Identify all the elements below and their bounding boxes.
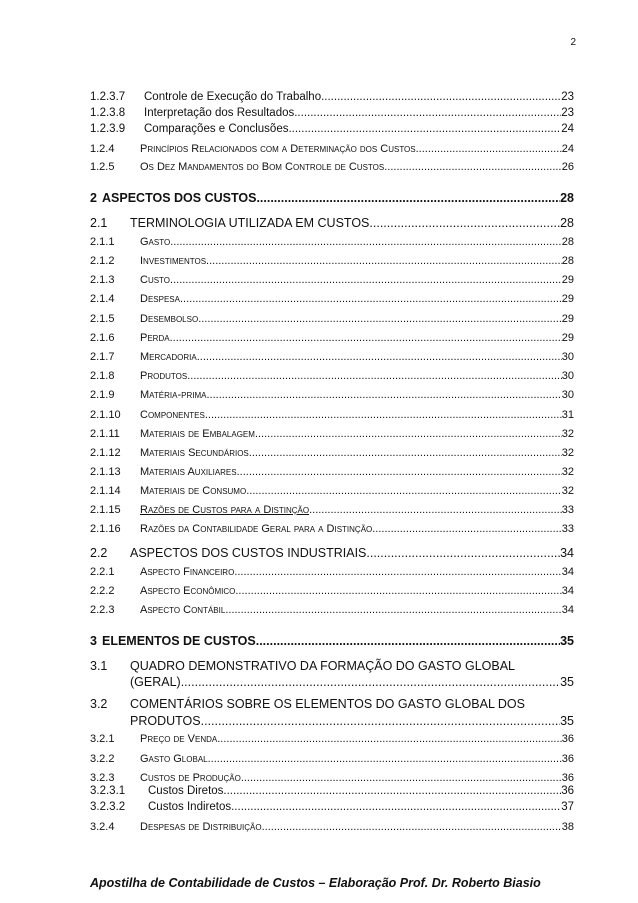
toc-entry[interactable] <box>90 237 574 248</box>
toc-entry-title: Comparações e Conclusões <box>144 122 289 135</box>
toc-leader-dots <box>170 237 562 248</box>
toc-entry-page: 37 <box>561 800 574 813</box>
toc-entry[interactable] <box>90 144 574 155</box>
toc-leader-dots <box>235 586 561 597</box>
toc-entry-title: Princípios Relacionados com a Determinação dos Custos <box>140 143 416 155</box>
toc-entry[interactable] <box>90 352 574 363</box>
toc-entry-number: 3.2.3.1 <box>90 784 126 797</box>
page-footer: Apostilha de Contabilidade de Custos – Elaboração Prof. Dr. Roberto Biasio <box>90 876 541 890</box>
toc-entry-title: Interpretação dos Resultados <box>144 106 295 119</box>
toc-entry-number: 2 <box>90 190 97 205</box>
toc-entry-number: 2.2.3 <box>90 604 115 616</box>
toc-entry[interactable] <box>90 660 574 673</box>
toc-entry-title: Matéria-prima <box>140 389 207 401</box>
toc-entry-title: Gasto <box>140 236 171 248</box>
toc-entry-page: 38 <box>561 821 574 833</box>
toc-entry-title: ELEMENTOS DE CUSTOS <box>102 633 256 648</box>
toc-entry-number: 2.1.13 <box>90 466 121 478</box>
toc-leader-dots <box>321 92 561 104</box>
toc-entry-page: 26 <box>561 161 574 173</box>
toc-entry-title: Aspecto Econômico <box>140 585 236 597</box>
toc-leader-dots <box>208 754 562 765</box>
toc-entry-title: Materiais Auxiliares <box>140 466 237 478</box>
toc-entry-number: 2.1.7 <box>90 351 115 363</box>
toc-entry-number: 2.1.12 <box>90 447 121 459</box>
toc-leader-dots <box>223 786 561 798</box>
toc-entry-number: 3.2.1 <box>90 733 115 745</box>
toc-entry-page: 23 <box>561 106 574 119</box>
toc-leader-dots <box>180 294 562 305</box>
toc-leader-dots <box>217 734 562 745</box>
toc-entry-number: 2.1.3 <box>90 274 115 286</box>
toc-leader-dots <box>231 802 561 814</box>
toc-entry[interactable] <box>90 802 574 814</box>
toc-entry-page: 35 <box>560 713 574 728</box>
toc-entry[interactable] <box>90 314 574 325</box>
toc-entry-page: 23 <box>561 90 574 103</box>
toc-entry[interactable] <box>90 467 574 478</box>
toc-entry-number: 2.1.14 <box>90 485 121 497</box>
toc-entry-title: Aspecto Financeiro <box>140 566 235 578</box>
toc-entry[interactable] <box>90 256 574 267</box>
toc-entry-page: 28 <box>561 255 574 267</box>
toc-entry[interactable] <box>90 217 574 230</box>
toc-entry[interactable] <box>90 715 574 728</box>
toc-entry-page: 32 <box>561 447 574 459</box>
toc-entry-page: 31 <box>561 409 574 421</box>
toc-entry-page: 30 <box>561 389 574 401</box>
toc-entry-number: 1.2.3.9 <box>90 122 126 135</box>
toc-entry[interactable] <box>90 676 574 689</box>
toc-entry-title: Razões de Custos para a Distinção <box>140 504 310 516</box>
toc-entry[interactable] <box>90 524 574 535</box>
toc-leader-dots <box>256 192 560 205</box>
toc-entry-page: 34 <box>561 566 574 578</box>
toc-entry-number: 2.1.9 <box>90 389 115 401</box>
toc-entry-title: PRODUTOS <box>130 713 201 728</box>
toc-entry-title: Os Dez Mandamentos do Bom Controle de Custos <box>140 161 385 173</box>
toc-entry[interactable] <box>90 162 574 173</box>
toc-entry-number: 2.1.4 <box>90 293 115 305</box>
toc-leader-dots <box>234 567 561 578</box>
toc-leader-dots <box>249 448 562 459</box>
toc-entry[interactable] <box>90 822 574 833</box>
toc-entry-title: Controle de Execução do Trabalho <box>144 90 322 103</box>
toc-leader-dots <box>197 352 562 363</box>
toc-entry-number: 1.2.4 <box>90 143 115 155</box>
toc-entry[interactable] <box>90 371 574 382</box>
toc-entry-number: 3.2.3.2 <box>90 800 126 813</box>
toc-leader-dots <box>255 429 562 440</box>
toc-entry[interactable] <box>90 486 574 497</box>
toc-entry-number: 3.2.3 <box>90 772 115 784</box>
toc-entry-number: 2.2.2 <box>90 585 115 597</box>
toc-entry-page: 28 <box>561 236 574 248</box>
toc-entry-title: Desembolso <box>140 313 199 325</box>
toc-entry-page: 29 <box>561 293 574 305</box>
toc-entry-page: 32 <box>561 485 574 497</box>
toc-entry[interactable] <box>90 567 574 578</box>
toc-entry[interactable] <box>90 108 574 120</box>
toc-entry-page: 36 <box>561 733 574 745</box>
toc-entry-number: 2.1.5 <box>90 313 115 325</box>
toc-entry[interactable] <box>90 294 574 305</box>
toc-leader-dots <box>246 486 562 497</box>
toc-entry-page: 33 <box>561 523 574 535</box>
toc-entry-number: 3.2.2 <box>90 753 115 765</box>
toc-entry[interactable] <box>90 505 574 516</box>
toc-entry-page: 32 <box>561 466 574 478</box>
toc-entry-page: 36 <box>561 784 574 797</box>
toc-entry[interactable] <box>90 773 574 784</box>
toc-leader-dots <box>170 333 562 344</box>
toc-entry-title: Perda <box>140 332 170 344</box>
toc-entry[interactable] <box>90 786 574 798</box>
toc-entry-number: 2.1.1 <box>90 236 115 248</box>
toc-entry-page: 28 <box>560 190 574 205</box>
toc-entry-page: 36 <box>561 753 574 765</box>
toc-entry-page: 29 <box>561 274 574 286</box>
toc-leader-dots <box>237 467 562 478</box>
toc-entry[interactable] <box>90 333 574 344</box>
toc-entry-title: (GERAL) <box>130 674 181 689</box>
toc-entry-number: 2.1.10 <box>90 409 121 421</box>
toc-entry-title: Custos Indiretos <box>148 800 232 813</box>
toc-entry-title: Aspecto Contábil <box>140 604 226 616</box>
toc-entry-page: 29 <box>561 313 574 325</box>
toc-leader-dots <box>384 162 562 173</box>
toc-entry-title: Materiais de Consumo <box>140 485 247 497</box>
toc-leader-dots <box>225 605 561 616</box>
toc-entry-page: 28 <box>560 215 574 230</box>
toc-entry[interactable] <box>90 429 574 440</box>
toc-entry[interactable] <box>90 390 574 401</box>
toc-entry[interactable] <box>90 698 574 711</box>
toc-entry[interactable] <box>90 734 574 745</box>
toc-entry-number: 2.2 <box>90 545 108 560</box>
toc-entry-number: 2.1 <box>90 215 108 230</box>
toc-leader-dots <box>181 676 560 689</box>
toc-entry-number: 3.2.4 <box>90 821 115 833</box>
toc-entry-page: 34 <box>561 585 574 597</box>
toc-leader-dots <box>309 505 562 516</box>
toc-entry-number: 1.2.3.7 <box>90 90 126 103</box>
toc-entry[interactable] <box>90 275 574 286</box>
toc-entry-page: 24 <box>561 122 574 135</box>
toc-entry[interactable] <box>90 448 574 459</box>
toc-entry[interactable] <box>90 635 574 648</box>
toc-entry-page: 24 <box>561 143 574 155</box>
toc-entry-page: 30 <box>561 370 574 382</box>
toc-leader-dots <box>241 773 562 784</box>
toc-entry-number: 2.1.11 <box>90 428 120 440</box>
toc-leader-dots <box>170 275 562 286</box>
toc-leader-dots <box>416 144 562 155</box>
toc-leader-dots <box>206 390 561 401</box>
toc-leader-dots <box>187 371 562 382</box>
toc-entry-number: 1.2.3.8 <box>90 106 126 119</box>
toc-entry-title: Gasto Global <box>140 753 208 765</box>
toc-entry-page: 32 <box>561 428 574 440</box>
toc-entry-title: ASPECTOS DOS CUSTOS INDUSTRIAIS <box>130 545 367 560</box>
toc-entry-title: COMENTÁRIOS SOBRE OS ELEMENTOS DO GASTO GLOBAL DOS <box>130 696 525 711</box>
toc-entry-title: ASPECTOS DOS CUSTOS <box>102 190 257 205</box>
toc-entry-number: 2.1.8 <box>90 370 115 382</box>
toc-entry-title: QUADRO DEMONSTRATIVO DA FORMAÇÃO DO GASTO GLOBAL <box>130 658 516 673</box>
toc-entry[interactable] <box>90 124 574 136</box>
toc-entry-number: 3.2 <box>90 696 108 711</box>
toc-entry-number: 1.2.5 <box>90 161 115 173</box>
toc-entry-title: Custo <box>140 274 171 286</box>
toc-entry-title: Materiais de Embalagem <box>140 428 255 440</box>
toc-entry-number: 3.1 <box>90 658 108 673</box>
toc-entry-title: Produtos <box>140 370 188 382</box>
toc-entry-title: Custos de Produção <box>140 772 241 784</box>
toc-entry-page: 33 <box>561 504 574 516</box>
toc-entry[interactable] <box>90 92 574 104</box>
toc-entry-page: 34 <box>561 604 574 616</box>
toc-entry-number: 2.1.6 <box>90 332 115 344</box>
toc-leader-dots <box>369 217 560 230</box>
toc-entry-page: 35 <box>560 633 574 648</box>
toc-entry-number: 2.1.2 <box>90 255 115 267</box>
toc-entry-title: Custos Diretos <box>148 784 224 797</box>
toc-entry-number: 2.1.16 <box>90 523 121 535</box>
toc-leader-dots <box>294 108 561 120</box>
toc-leader-dots <box>366 547 560 560</box>
toc-entry-page: 30 <box>561 351 574 363</box>
toc-entry[interactable] <box>90 586 574 597</box>
toc-entry-number: 2.1.15 <box>90 504 121 516</box>
toc-entry-page: 36 <box>561 772 574 784</box>
toc-entry[interactable] <box>90 754 574 765</box>
toc-leader-dots <box>372 524 562 535</box>
toc-leader-dots <box>206 256 562 267</box>
toc-entry-number: 3 <box>90 633 97 648</box>
toc-entry-page: 35 <box>560 674 574 689</box>
toc-entry[interactable] <box>90 605 574 616</box>
toc-entry-title: Investimentos <box>140 255 207 267</box>
toc-entry[interactable] <box>90 410 574 421</box>
toc-entry-title: Razões da Contabilidade Geral para a Distinção <box>140 523 373 535</box>
toc-leader-dots <box>201 715 560 728</box>
toc-leader-dots <box>256 635 560 648</box>
toc-entry-title: Componentes <box>140 409 205 421</box>
toc-entry-page: 29 <box>561 332 574 344</box>
toc-entry-number: 2.2.1 <box>90 566 115 578</box>
toc-entry-title: Mercadoria <box>140 351 197 363</box>
toc-entry-title: Despesas de Distribuição <box>140 821 262 833</box>
toc-entry[interactable] <box>90 547 574 560</box>
toc-entry-page: 34 <box>560 545 574 560</box>
toc-entry-title: Materiais Secundários <box>140 447 249 459</box>
page-number: 2 <box>570 37 576 48</box>
toc-entry[interactable] <box>90 192 574 205</box>
toc-leader-dots <box>198 314 562 325</box>
toc-leader-dots <box>288 124 561 136</box>
toc-entry-title: Preço de Venda <box>140 733 218 745</box>
toc-entry-title: TERMINOLOGIA UTILIZADA EM CUSTOS <box>130 215 370 230</box>
toc-entry-title: Despesa <box>140 293 180 305</box>
toc-leader-dots <box>262 822 562 833</box>
toc-leader-dots <box>205 410 562 421</box>
